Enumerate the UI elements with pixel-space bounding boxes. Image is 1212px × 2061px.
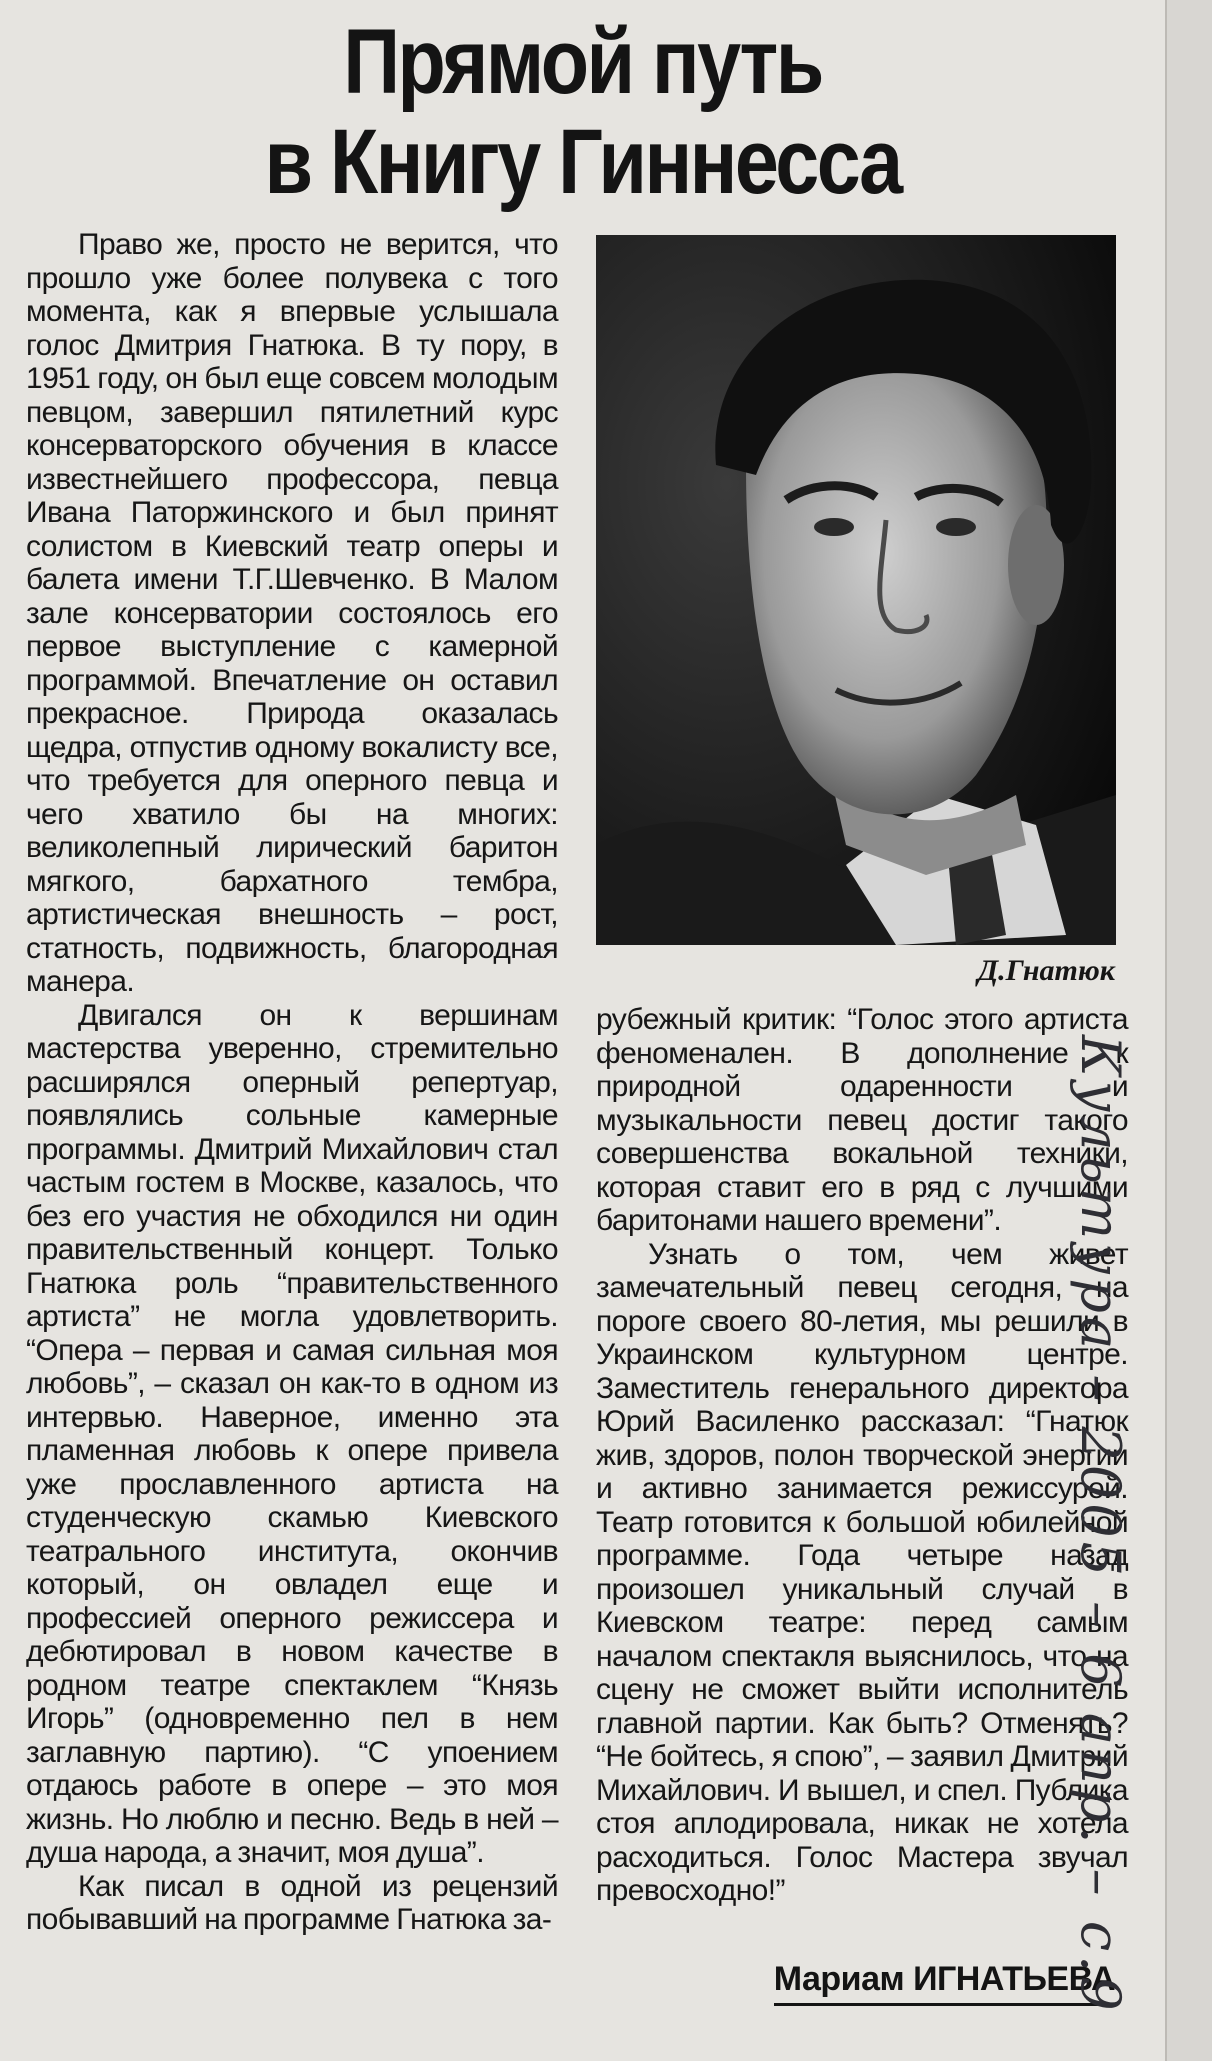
- article-paragraph: Двигался он к вершинам мастерства уверенно, стремительно расширялся оперный репертуар, появлялись сольные камерные программы. Дмитрий Михайлович стал частым гостем в Москве, казалось, что без его участия не обходился ни один правительственный концерт. Только Гнатюка роль “правительственного артиста” не могла удовлетворить. “Опера – первая и самая сильная моя любовь”, – сказал он как-то в одном из интервью. Наверное, именно эта пламенная любовь к опере привела уже прославленного артиста на студенческую скамью Киевского театрального института, окончив который, он овладел еще и профессией оперного режиссера и дебютировал в новом качестве в родном театре спектаклем “Князь Игорь” (одновременно пел в нем заглавную партию). “С упоением отдаюсь работе в опере – это моя жизнь. Но люблю и песню. Ведь в ней – душа народа, а значит, моя душа”.: [26, 998, 558, 1869]
- headline-line-1: Прямой путь: [343, 11, 822, 113]
- photo-caption: Д.Гнатюк: [977, 954, 1115, 987]
- portrait-photo-icon: [596, 235, 1116, 945]
- handwritten-source-note: Культура – 2005 – 6 апр. – с.9: [1069, 1035, 1132, 2015]
- portrait-photo: [596, 235, 1116, 945]
- headline-line-2: в Книгу Гиннесса: [264, 111, 901, 213]
- article-paragraph: Право же, просто не верится, что прошло уже более полувека с того момента, как я впервые услышала голос Дмитрия Гнатюка. В ту пору, в 1951 году, он был еще совсем молодым певцом, завершил пятилетний курс консерваторского обучения в классе известнейшего профессора, певца Ивана Паторжинского и был принят солистом в Киевский театр оперы и балета имени Т.Г.Шевченко. В Малом зале консерватории состоялось его первое выступление с камерной программой. Впечатление он оставил прекрасное. Природа оказалась щедра, отпустив одному вокалисту все, что требуется для оперного певца и чего хватило бы на многих: великолепный лирический баритон мягкого, бархатного тембра, артистическая внешность – рост, статность, подвижность, благородная манера.: [26, 228, 558, 998]
- article-paragraph: рубежный критик: “Голос этого артиста феноменален. В дополнение к природной одаренности и музыкальности певец достиг такого совершенства вокальной техники, которая ставит его в ряд с лучшими баритонами нашего времени”.: [596, 1003, 1128, 1237]
- article-paragraph: Как писал в одной из рецензий побывавший на программе Гнатюка за-: [26, 1869, 558, 1936]
- right-column: [596, 1003, 1128, 1908]
- article-paragraph: Узнать о том, чем живет замечательный певец сегодня, на пороге своего 80-летия, мы решили в Украинском культурном центре. Заместитель генерального директора Юрий Василенко рассказал: “Гнатюк жив, здоров, полон творческой энергии и активно занимается режиссурой. Театр готовится к большой юбилейной программе. Года четыре назад произошел уникальный случай в Киевском театре: перед самым началом спектакля выяснилось, что на сцену не сможет выйти исполнитель главной партии. Как быть? Отменять? “Не бойтесь, я спою”, – заявил Дмитрий Михайлович. И вышел, и спел. Публика стоя аплодировала, никак не хотела расходиться. Голос Мастера звучал превосходно!”: [596, 1237, 1128, 1907]
- author-byline: Мариам ИГНАТЬЕВА: [774, 1960, 1115, 2006]
- left-column: [26, 228, 558, 1937]
